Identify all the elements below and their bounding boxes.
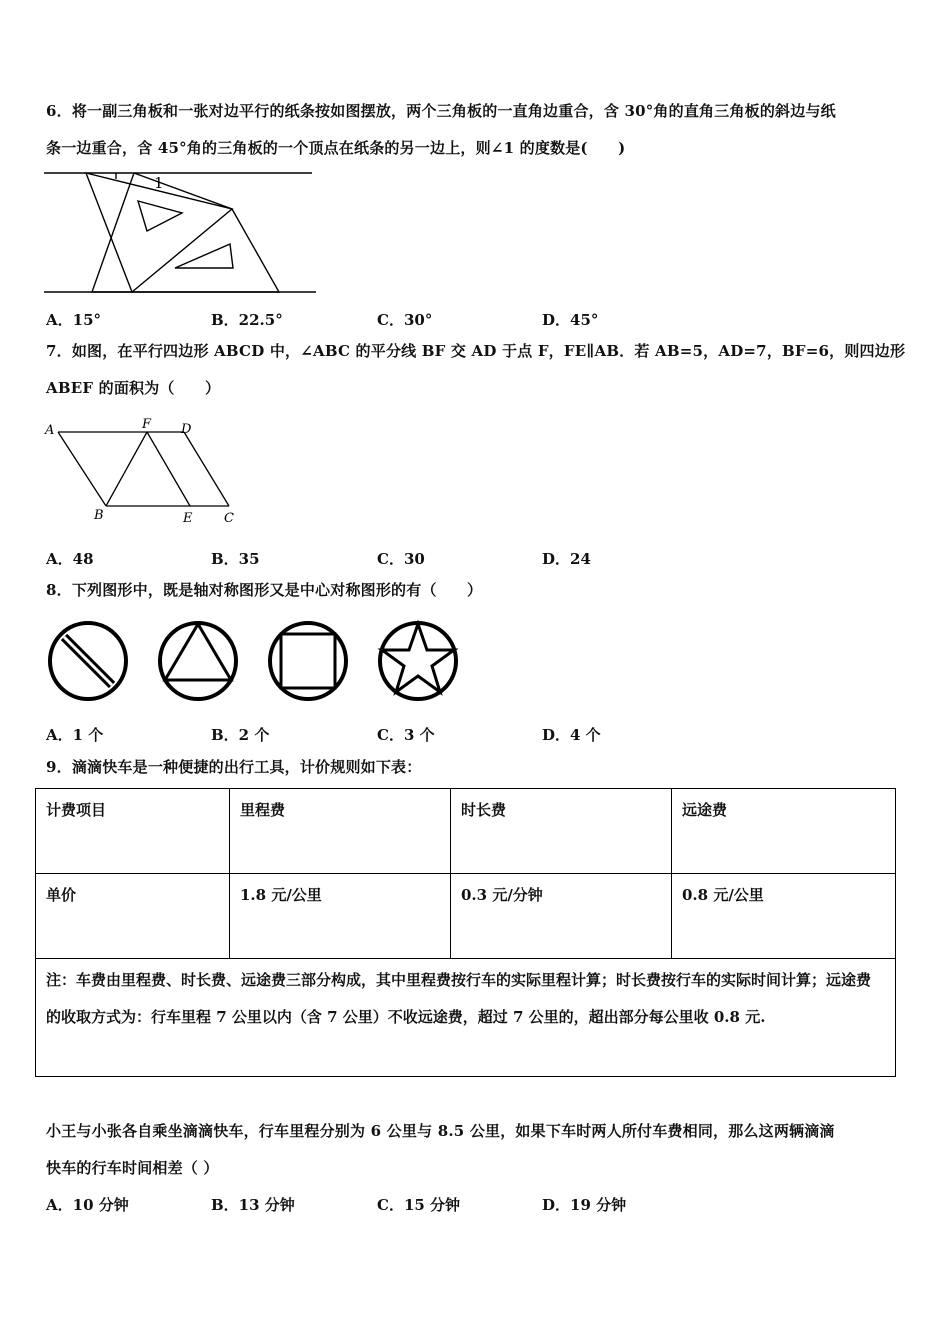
q9-option-a[interactable]: A．10 分钟 xyxy=(46,1196,129,1214)
q6-option-c[interactable]: C．30° xyxy=(377,311,433,329)
q6-text-line1: 6．将一副三角板和一张对边平行的纸条按如图摆放，两个三角板的一直角边重合，含 30°角的直角三角板的斜边与纸 xyxy=(46,102,836,120)
q6-text-line2: 条一边重合，含 45°角的三角板的一个顶点在纸条的另一边上，则∠1 的度数是( ) xyxy=(46,139,626,157)
triangle-45-outer xyxy=(92,173,279,292)
fare-table xyxy=(35,788,896,1077)
q7-option-c[interactable]: C．30 xyxy=(377,550,425,568)
header-cell: 远途费 xyxy=(672,789,896,874)
q9-text: 9．滴滴快车是一种便捷的出行工具，计价规则如下表： xyxy=(46,758,422,776)
vertex-b-label: B xyxy=(94,508,104,523)
triangle-45-inner xyxy=(175,244,233,268)
side-AB xyxy=(58,432,106,506)
q9-question-line1: 小王与小张各自乘坐滴滴快车，行车里程分别为 6 公里与 8.5 公里，如果下车时两人所付车费相同，那么这两辆滴滴 xyxy=(46,1122,835,1140)
q7-parallelogram-figure xyxy=(44,416,240,526)
q7-text-line2: ABEF 的面积为（ ） xyxy=(46,379,221,397)
circle-star-figure xyxy=(380,623,456,699)
q7-option-b[interactable]: B．35 xyxy=(211,550,260,568)
fare-note: 注：车费由里程费、时长费、远途费三部分构成，其中里程费按行车的实际里程计算；时长费按行车的实际时间计算；远途费的收取方式为：行车里程 7 公里以内（含 7 公里）不收远途费，超过 7 公里的，超出部分每公里收 0.8 元. xyxy=(36,959,896,1077)
side-DC xyxy=(184,432,229,506)
q8-option-d[interactable]: D．4 个 xyxy=(542,726,601,744)
q6-triangle-figure xyxy=(44,168,319,300)
segment-FE xyxy=(147,432,190,506)
circle-square-figure xyxy=(270,623,346,699)
circle-slash-figure xyxy=(50,623,126,699)
q6-option-a[interactable]: A．15° xyxy=(46,311,102,329)
vertex-a-label: A xyxy=(45,423,55,438)
segment-BF xyxy=(106,432,147,506)
q8-option-a[interactable]: A．1 个 xyxy=(46,726,104,744)
q6-option-d[interactable]: D．45° xyxy=(542,311,599,329)
fare-table-note-row xyxy=(36,959,896,1077)
header-cell: 里程费 xyxy=(230,789,451,874)
price-cell: 1.8 元/公里 xyxy=(230,874,451,959)
circle-triangle-figure xyxy=(160,623,236,699)
price-cell: 0.3 元/分钟 xyxy=(451,874,672,959)
q8-option-c[interactable]: C．3 个 xyxy=(377,726,435,744)
q9-option-b[interactable]: B．13 分钟 xyxy=(211,1196,295,1214)
q9-question-line2: 快车的行车时间相差（ ） xyxy=(46,1159,219,1177)
fare-table-header-row xyxy=(36,789,896,874)
q7-option-d[interactable]: D．24 xyxy=(542,550,591,568)
q9-option-c[interactable]: C．15 分钟 xyxy=(377,1196,461,1214)
angle-1-label: 1 xyxy=(154,174,164,192)
header-cell: 计费项目 xyxy=(36,789,230,874)
price-cell: 0.8 元/公里 xyxy=(672,874,896,959)
q8-option-b[interactable]: B．2 个 xyxy=(211,726,270,744)
q6-option-b[interactable]: B．22.5° xyxy=(211,311,283,329)
q7-text-line1: 7．如图，在平行四边形 ABCD 中，∠ABC 的平分线 BF 交 AD 于点 F，FE∥AB．若 AB=5，AD=7，BF=6，则四边形 xyxy=(46,342,906,360)
vertex-c-label: C xyxy=(224,511,234,526)
q8-figures xyxy=(44,616,460,708)
q8-text: 8．下列图形中，既是轴对称图形又是中心对称图形的有（ ） xyxy=(46,581,483,599)
fare-table-price-row xyxy=(36,874,896,959)
vertex-e-label: E xyxy=(183,511,193,526)
header-cell: 时长费 xyxy=(451,789,672,874)
q7-option-a[interactable]: A．48 xyxy=(46,550,94,568)
price-cell: 单价 xyxy=(36,874,230,959)
triangle-30-inner xyxy=(138,201,182,231)
vertex-f-label: F xyxy=(142,417,152,432)
q9-option-d[interactable]: D．19 分钟 xyxy=(542,1196,627,1214)
vertex-d-label: D xyxy=(181,422,192,437)
